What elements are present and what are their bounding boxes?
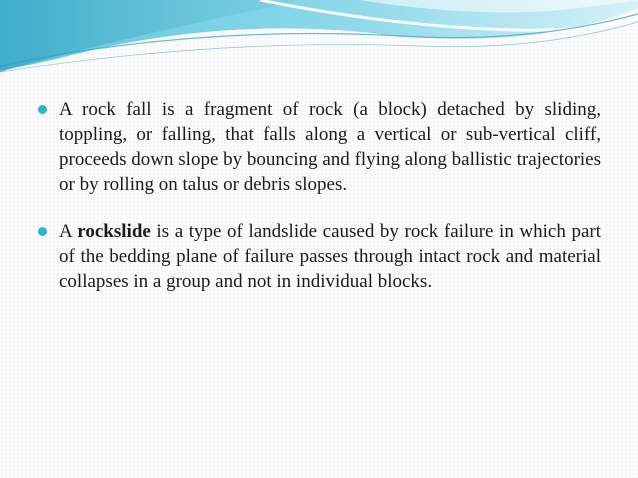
bullet-text-rest: is a type of landslide caused by rock failure in which part of the bedding plane of failure passes through intact rock and material collapses in a group and not in individual blocks. xyxy=(59,221,601,292)
bullet-text-lead: A xyxy=(59,221,78,242)
bullet-text-main: A rock fall is a fragment of rock (a block) detached by sliding, toppling, or falling, that falls along a vertical or sub-vertical cliff, proceeds down slope by bouncing and flying along ballistic trajectories or by rolling on talus or debris slopes. xyxy=(59,99,601,195)
header-wave-decoration xyxy=(0,0,638,80)
bullet-text-bold-term: rockslide xyxy=(77,221,151,242)
bullet-text xyxy=(59,221,601,292)
content-area xyxy=(38,97,601,316)
bullet-item-rockslide xyxy=(38,219,601,294)
bullet-dot-icon xyxy=(38,105,47,114)
bullet-dot-icon xyxy=(38,227,47,236)
bullet-text xyxy=(59,99,601,195)
bullet-item-rock-fall xyxy=(38,97,601,197)
